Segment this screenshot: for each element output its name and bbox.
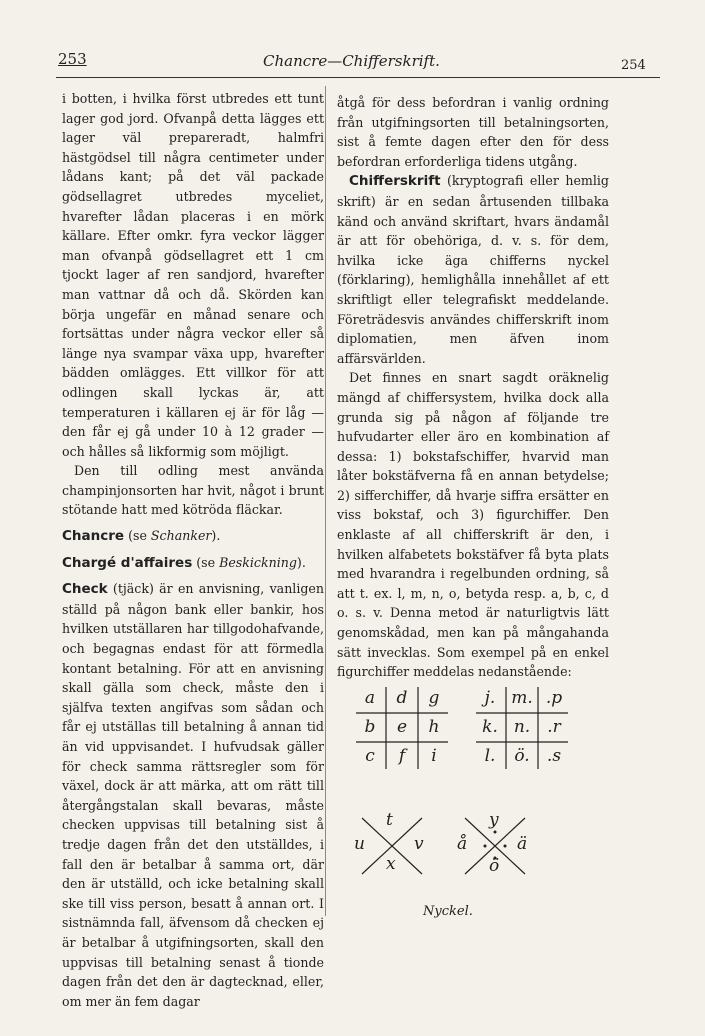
champinjon-paragraph: i botten, i hvilka först utbredes ett tunt lager god jord. Ofvanpå detta lägges ett lager väl prepareradt, halmfri hästgödsel till några centimeter under lådans kant; på det väl packade gödsellagret utbredes myceliet, hvarefter lådan placeras i en mörk källare. Efter omkr. fyra veckor lägger man ofvanpå gödsellagret ett 1 cm tjockt lager af ren sandjord, hvarefter man vattnar då och då. Skörden kan börja ungefär en månad senare och fortsättas under några veckor eller så länge nya svampar växa upp, hvarefter bädden omlägges. Ett villkor för att odlingen skall lyckas är, att temperaturen i källaren ej är för låg — den får ej gå under 10 à 12 grader — och hålles så likformig som möjligt. [62,91,324,459]
cipher-cross-1 [352,810,432,882]
column-divider [325,86,326,916]
grid1-cell: c [365,746,375,766]
cross2-bottom: ö [489,856,500,876]
chiffer-systems-paragraph: Det finnes en snart sagdt oräknelig mängd af chiffersystem, hvilka dock alla grunda sig på någon af följande tre hufvudarter eller äro en kombination af dessa: 1) bokstafschiffer, hvarvid man låter bokstäfverna få en annan betydelse; 2) sifferchiffer, då hvarje siffra ersätter en viss bokstaf, och 3) figurchiffer. Den enklaste af all chifferskrift är den, i hvilken alfabetets bokstäfver få byta plats med hvarandra i regelbunden ordning, så att t. ex. l, m, n, o, betyda resp. a, b, c, d o. s. v. Denna metod är naturligtvis lätt genomskådad, men kan på mångahanda sätt invecklas. Som exempel på en enkel figurchiffer meddelas nedanstående: [337,370,609,680]
grid1-cell: a [364,688,376,708]
page-number-left: 253 [58,50,87,68]
grid2-cell: k. [482,717,498,737]
grid1-cell: i [431,746,437,766]
entry-chancre [62,526,324,547]
grid1-cell: b [364,717,376,737]
entry-chancre-pre: (se [124,528,151,544]
grid1-cell: h [428,717,440,737]
grid2-cell: j. [484,688,496,708]
cipher-grid-1 [352,683,452,773]
cross1-top: t [386,810,393,830]
entry-check-text: (tjäck) är en anvisning, vanligen ställd på någon bank eller bankir, hos hvilken utställaren har tillgodohafvande, och begagnas endast för att förmedla kontant betalning. För att en anvisning skall gälla som check, måste den i själfva texten angifvas som sådan och får ej utställas till betalning å annan tid än vid uppvisandet. I hufvudsak gäller för check samma rättsregler som för växel, dock är att märka, att om rätt till återgångstalan skall bevaras, måste checken uppvisas till betalning sist å tredje dagen från det den utställdes, i fall den är betalbar å samma ort, där den är utställd, och icke betalning skall ske till viss person, besatt å annan ort. I sistnämnda fall, äfvensom då checken ej är betalbar å utgifningsorten, skall den uppvisas till betalning senast å tionde dagen från det den är dagtecknad, eller, om mer än fem dagar [62,581,324,1009]
grid1-cell: g [428,688,440,708]
grid2-cell: ö. [514,746,530,766]
entry-chifferskrift-text: (kryptografi eller hemlig skrift) är en sedan årtusenden tillbaka känd och använd skriftart, hvars ändamål är att för obehöriga, d. v. s. för dem, hvilka icke äga chifferns nyckel (förklaring), hemlighålla innehållet af ett skriftligt eller telegrafiskt meddelande. Företrädesvis användes chifferskrift inom diplomatien, men äfven inom affärsvärlden. [337,173,609,366]
entry-check [62,579,324,1011]
grid1-cell: d [396,688,408,708]
champinjon-sort-paragraph: Den till odling mest använda champinjonsorten har hvit, något i brunt stötande hatt med kötröda fläckar. [62,463,324,518]
cross1-right: v [414,834,424,854]
grid2-cell: .r [547,717,561,737]
header-rule [56,77,660,78]
grid2-cell: n. [513,717,531,737]
cross2-left: å [457,834,468,854]
entry-charge [62,553,324,574]
grid2-cell: .s [546,746,562,766]
cross2-right: ä [517,834,528,854]
grid2-cell: l. [484,746,496,766]
entry-chancre-post: ). [211,528,221,544]
entry-heading-charge: Chargé d'affaires [62,554,193,571]
entry-charge-post: ). [296,554,306,570]
grid1-cell: e [396,717,408,737]
grid2-cell: .p [545,688,563,708]
entry-charge-pre: (se [192,554,220,570]
cross1-left: u [354,834,365,854]
page-number-right: 254 [621,58,646,73]
right-column [337,93,609,682]
left-column [62,89,324,1011]
cross-reference-schanker: Schanker [150,528,212,544]
check-continuation: åtgå för dess befordran i vanlig ordning från utgifningsorten till betalningsorten, sist å femte dagen efter den för dess befordran erforderliga tidens utgång. [337,95,609,169]
entry-heading-check: Check [62,581,108,598]
cross1-bottom: x [386,854,396,874]
running-title: Chancre—Chifferskrift. [263,52,440,70]
grid1-cell: f [398,746,406,766]
cross-reference-beskickning: Beskickning [219,554,297,570]
entry-chifferskrift [337,171,609,368]
entry-heading-chancre: Chancre [62,528,125,545]
figure-caption: Nyckel. [423,904,473,919]
cipher-grid-2 [472,683,572,773]
grid2-cell: m. [511,688,533,708]
entry-heading-chifferskrift: Chifferskrift [349,173,441,190]
cipher-cross-2 [455,810,535,882]
cross2-top: y [489,810,499,830]
